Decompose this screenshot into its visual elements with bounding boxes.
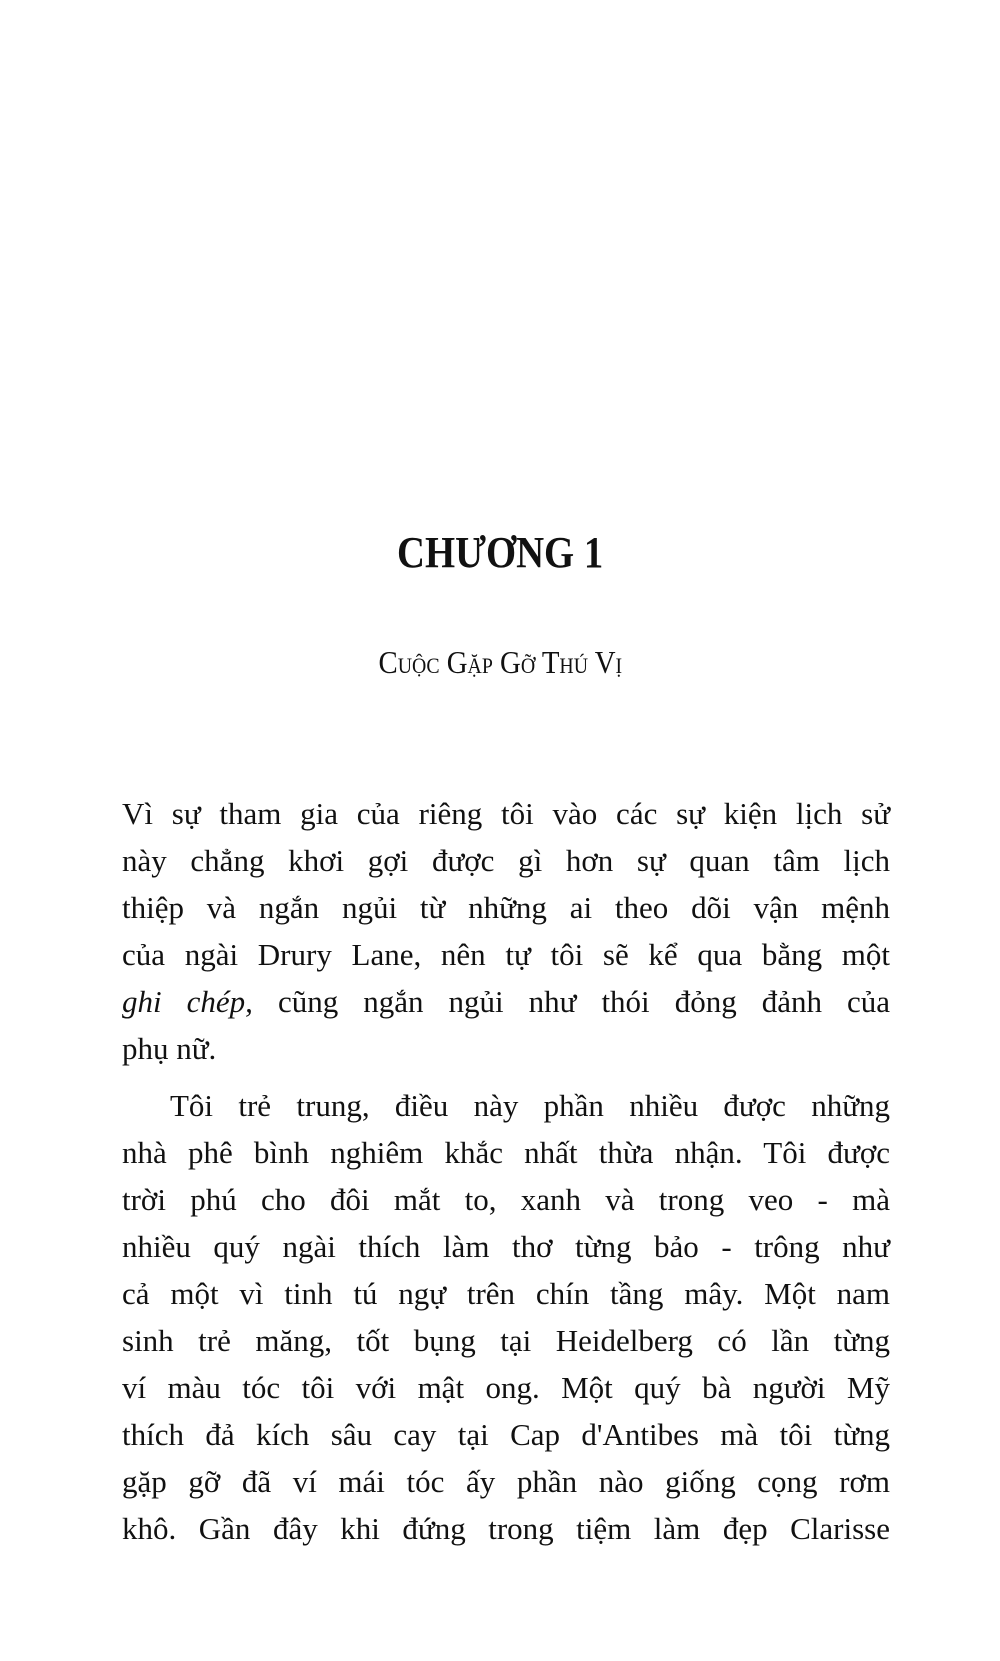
italic-phrase: ghi chép, [122, 984, 253, 1019]
text-line: gặp gỡ đã ví mái tóc ấy phần nào giống cọng rơm [122, 1464, 890, 1499]
chapter-title: CHƯƠNG 1 [396, 528, 604, 577]
text-line: ví màu tóc tôi với mật ong. Một quý bà người Mỹ [122, 1370, 890, 1405]
text-line: cả một vì tinh tú ngự trên chín tầng mây. Một nam [122, 1276, 890, 1311]
text-line: thiệp và ngắn ngủi từ những ai theo dõi vận mệnh [122, 890, 890, 925]
text-line: Tôi trẻ trung, điều này phần nhiều được những [170, 1088, 890, 1123]
text-line: ghi chép, cũng ngắn ngủi như thói đỏng đảnh của [122, 984, 891, 1019]
text-line: thích đả kích sâu cay tại Cap d'Antibes mà tôi từng [122, 1417, 890, 1452]
text-line: này chẳng khơi gợi được gì hơn sự quan tâm lịch [122, 843, 890, 878]
text-line: khô. Gần đây khi đứng trong tiệm làm đẹp Clarisse [122, 1511, 890, 1546]
chapter-subtitle: Cuộc Gặp Gỡ Thú Vị [378, 644, 622, 680]
text-line: trời phú cho đôi mắt to, xanh và trong veo - mà [122, 1182, 890, 1217]
text-line: nhiều quý ngài thích làm thơ từng bảo - trông như [122, 1229, 890, 1264]
text-line: Vì sự tham gia của riêng tôi vào các sự kiện lịch sử [122, 796, 890, 831]
text-line: sinh trẻ măng, tốt bụng tại Heidelberg có lần từng [122, 1323, 890, 1358]
text-line: của ngài Drury Lane, nên tự tôi sẽ kể qua bằng một [122, 937, 890, 972]
text-line: phụ nữ. [122, 1031, 217, 1066]
text-line: nhà phê bình nghiêm khắc nhất thừa nhận. Tôi được [122, 1135, 890, 1170]
